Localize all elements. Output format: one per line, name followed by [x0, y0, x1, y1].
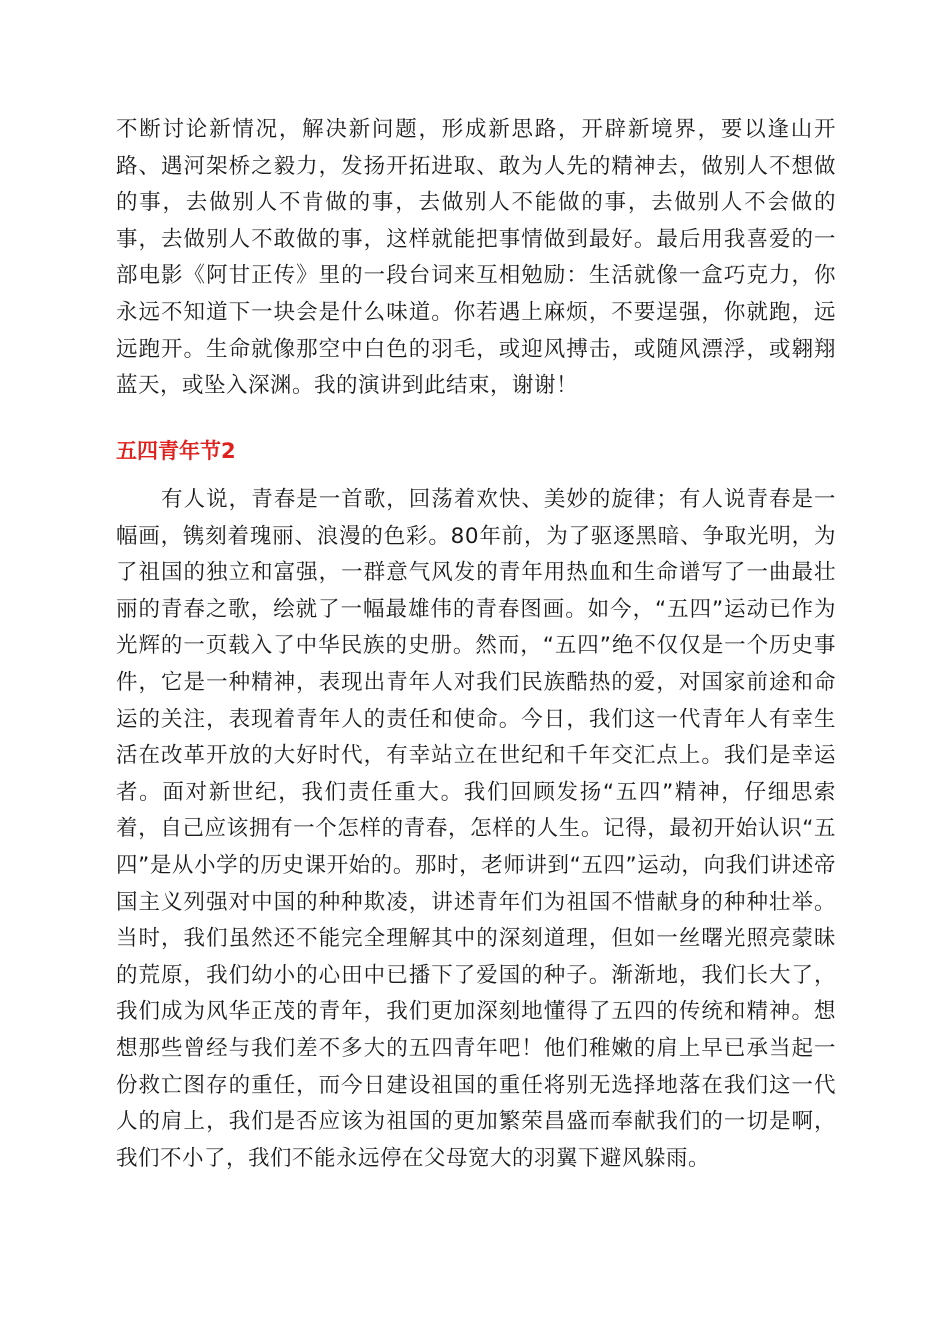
section-heading: 五四青年节2: [116, 439, 236, 463]
speech-closing-paragraph: 不断讨论新情况，解决新问题，形成新思路，开辟新境界，要以逢山开路、遇河架桥之毅力，发扬开拓进取、敢为人先的精神去，做别人不想做的事，去做别人不肯做的事，去做别人不能做的事，去做别人不会做的事，去做别人不敢做的事，这样就能把事情做到最好。最后用我喜爱的一部电影《阿甘正传》里的一段台词来互相勉励：生活就像一盒巧克力，你永远不知道下一块会是什么味道。你若遇上麻烦，不要逞强，你就跑，远远跑开。生命就像那空中白色的羽毛，或迎风搏击，或随风漂浮，或翱翔蓝天，或坠入深渊。我的演讲到此结束，谢谢！: [116, 117, 836, 399]
section-body-paragraph: 有人说，青春是一首歌，回荡着欢快、美妙的旋律；有人说青春是一幅画，镌刻着瑰丽、浪漫的色彩。80年前，为了驱逐黑暗、争取光明，为了祖国的独立和富强，一群意气风发的青年用热血和生命谱写了一曲最壮丽的青春之歌，绘就了一幅最雄伟的青春图画。如今，“五四”运动已作为光辉的一页载入了中华民族的史册。然而，“五四”绝不仅仅是一个历史事件，它是一种精神，表现出青年人对我们民族酷热的爱，对国家前途和命运的关注，表现着青年人的责任和使命。今日，我们这一代青年人有幸生活在改革开放的大好时代，有幸站立在世纪和千年交汇点上。我们是幸运者。面对新世纪，我们责任重大。我们回顾发扬“五四”精神，仔细思索着，自己应该拥有一个怎样的青春，怎样的人生。记得，最初开始认识“五四”是从小学的历史课开始的。那时，老师讲到“五四”运动，向我们讲述帝国主义列强对中国的种种欺凌，讲述青年们为祖国不惜献身的种种壮举。当时，我们虽然还不能完全理解其中的深刻道理，但如一丝曙光照亮蒙昧的荒原，我们幼小的心田中已播下了爱国的种子。渐渐地，我们长大了，我们成为风华正茂的青年，我们更加深刻地懂得了五四的传统和精神。想想那些曾经与我们差不多大的五四青年吧！他们稚嫩的肩上早已承当起一份救亡图存的重任，而今日建设祖国的重任将别无选择地落在我们这一代人的肩上，我们是否应该为祖国的更加繁荣昌盛而奉献我们的一切是啊，我们不小了，我们不能永远停在父母宽大的羽翼下避风躲雨。: [116, 487, 836, 1171]
